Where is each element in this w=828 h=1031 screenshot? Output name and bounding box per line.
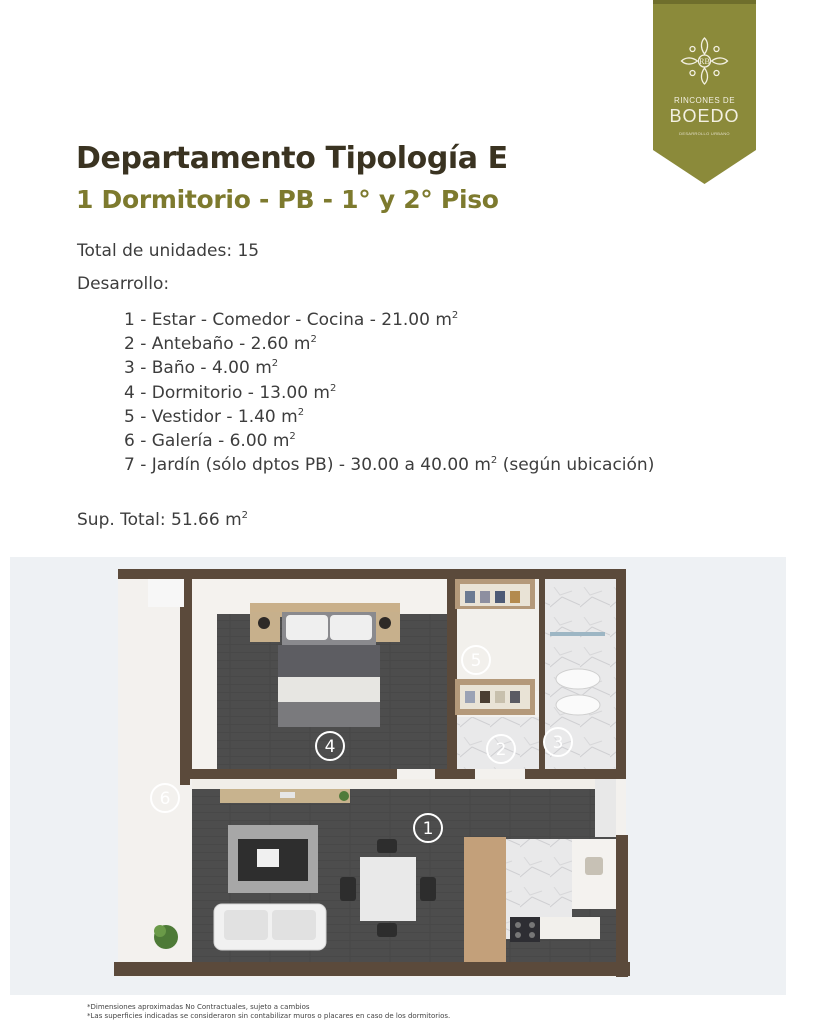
room-text: 4 - Dormitorio - 13.00 m bbox=[124, 382, 330, 403]
svg-text:6: 6 bbox=[159, 789, 171, 809]
svg-text:1: 1 bbox=[422, 819, 434, 839]
room-item bbox=[124, 429, 654, 453]
footnote-2: *Las superficies indicadas se consideraron sin contabilizar muros o placares en caso de los dormitorios. bbox=[87, 1012, 451, 1020]
room-exponent: 2 bbox=[271, 358, 279, 370]
badge-shape bbox=[653, 0, 756, 184]
svg-text:2: 2 bbox=[495, 740, 507, 760]
room-exponent: 2 bbox=[297, 406, 305, 418]
svg-text:RB: RB bbox=[699, 57, 710, 66]
room-item bbox=[124, 381, 654, 405]
svg-text:4: 4 bbox=[324, 737, 336, 757]
brand-tagline: DESARROLLO URBANO bbox=[679, 131, 730, 136]
room-text: 6 - Galería - 6.00 m bbox=[124, 431, 290, 452]
room-text: 7 - Jardín (sólo dptos PB) - 30.00 a 40.00 m bbox=[124, 455, 491, 476]
room-exponent: 2 bbox=[289, 431, 296, 443]
total-surface bbox=[77, 510, 248, 530]
svg-text:3: 3 bbox=[552, 733, 564, 753]
room-item bbox=[124, 356, 654, 380]
page-title: Departamento Tipología E bbox=[76, 141, 508, 176]
room-exponent: 2 bbox=[310, 334, 317, 346]
room-list bbox=[124, 308, 654, 477]
svg-text:5: 5 bbox=[470, 651, 482, 671]
room-exponent: 2 bbox=[329, 382, 337, 394]
room-item bbox=[124, 308, 654, 332]
room-text: 3 - Baño - 4.00 m bbox=[124, 358, 272, 379]
total-units: Total de unidades: 15 bbox=[77, 241, 260, 261]
brand-badge bbox=[653, 0, 756, 184]
room-text: 2 - Antebaño - 2.60 m bbox=[124, 334, 311, 355]
total-surface-exponent: 2 bbox=[241, 510, 249, 521]
floor-plan bbox=[10, 557, 786, 995]
floor-plan-render bbox=[10, 557, 786, 995]
room-note: (según ubicación) bbox=[497, 455, 655, 476]
total-surface-text: Sup. Total: 51.66 m bbox=[77, 510, 242, 530]
page-subtitle: 1 Dormitorio - PB - 1° y 2° Piso bbox=[76, 185, 499, 214]
room-item bbox=[124, 332, 654, 356]
footnotes bbox=[87, 1003, 450, 1021]
brand-name-top: RINCONES DE bbox=[673, 96, 736, 105]
room-text: 1 - Estar - Comedor - Cocina - 21.00 m bbox=[124, 310, 452, 330]
development-label: Desarrollo: bbox=[77, 274, 170, 294]
room-item bbox=[124, 405, 654, 429]
room-text: 5 - Vestidor - 1.40 m bbox=[124, 406, 298, 427]
room-exponent: 2 bbox=[451, 310, 459, 321]
room-item bbox=[124, 453, 654, 477]
brand-name-main: BOEDO bbox=[669, 106, 740, 126]
footnote-1: *Dimensiones aproximadas No Contractuales, sujeto a cambios bbox=[87, 1003, 310, 1011]
room-exponent: 2 bbox=[490, 455, 498, 467]
